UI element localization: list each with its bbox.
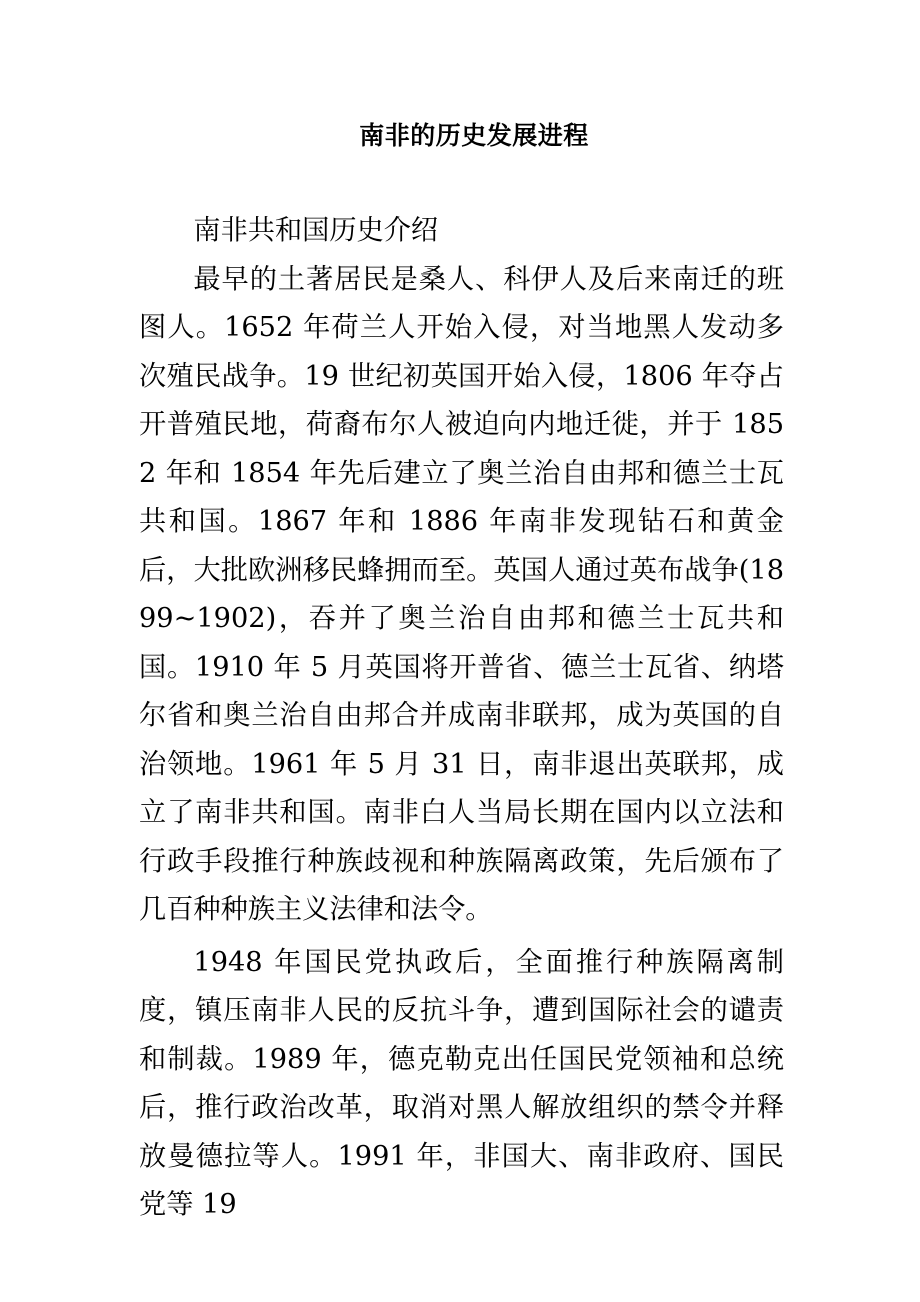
document-body — [139, 207, 784, 1230]
document-subheading: 南非共和国历史介绍 — [193, 215, 439, 246]
paragraph: 1948 年国民党执政后，全面推行种族隔离制度，镇压南非人民的反抗斗争，遭到国际社会的谴责和制裁。1989 年，德克勒克出任国民党领袖和总统后，推行政治改革，取消对黑人解放组织的禁令并释放曼德拉等人。1991 年，非国大、南非政府、国民党等 19 — [139, 946, 784, 1220]
document-title: 南非的历史发展进程 — [359, 121, 589, 150]
paragraph: 最早的土著居民是桑人、科伊人及后来南迁的班图人。1652 年荷兰人开始入侵，对当地黑人发动多次殖民战争。19 世纪初英国开始入侵，1806 年夺占开普殖民地，荷裔布尔人被迫向内地迁徙，并于 1852 年和 1854 年先后建立了奥兰治自由邦和德兰士瓦共和国。1867 年和 1886 年南非发现钻石和黄金后，大批欧洲移民蜂拥而至。英国人通过英布战争(1899~1902)，吞并了奥兰治自由邦和德兰士瓦共和国。1910 年 5 月英国将开普省、德兰士瓦省、纳塔尔省和奥兰治自由邦合并成南非联邦，成为英国的自治领地。1961 年 5 月 31 日，南非退出英联邦，成立了南非共和国。南非白人当局长期在国内以立法和行政手段推行种族歧视和种族隔离政策，先后颁布了几百种种族主义法律和法令。 — [139, 263, 784, 925]
